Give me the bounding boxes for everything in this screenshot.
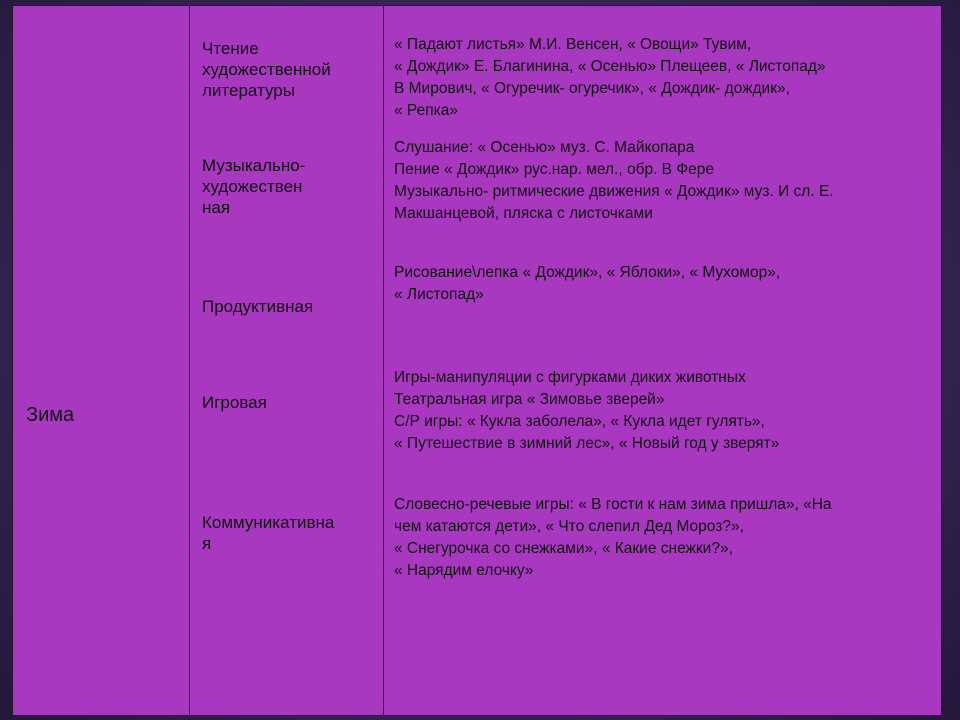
activity-table — [12, 5, 942, 716]
activity-productive: Продуктивная — [202, 297, 314, 316]
content-play: Игры-манипуляции с фигурками диких животных Театральная игра « Зимовье зверей» С/Р игры: « Кукла заболела», « Кукла идет гулять», « Путешествие в зимний лес», « Новый год у зверят» — [394, 369, 780, 452]
content-music: Слушание: « Осенью» муз. С. Майкопара Пение « Дождик» рус.нар. мел., обр. В Фере Музыкально- ритмические движения « Дождик» муз. И сл. Е. Макшанцевой, пляска с листочками — [394, 139, 834, 222]
content-column — [384, 6, 941, 715]
season-column — [13, 6, 190, 715]
season-label: Зима — [26, 404, 75, 426]
activity-music: Музыкально- художествен ная — [202, 156, 306, 217]
content-communicative: Словесно-речевые игры: « В гости к нам зима пришла», «На чем катаются дети», « Что слепил Дед Мороз?», « Снегурочка со снежками», « Какие снежки?», « Нарядим елочку» — [394, 496, 832, 579]
content-productive: Рисование\лепка « Дождик», « Яблоки», « Мухомор», « Листопад» — [394, 264, 781, 303]
content-reading: « Падают листья» М.И. Венсен, « Овощи» Тувим, « Дождик» Е. Благинина, « Осенью» Плещеев, « Листопад» В Мирович, « Огуречик- огуречик», « Дождик- дождик», « Репка» — [394, 36, 826, 119]
activity-column — [190, 6, 384, 715]
activity-reading: Чтение художественной литературы — [202, 39, 331, 100]
activity-play: Игровая — [202, 393, 267, 412]
activity-communicative: Коммуникативна я — [202, 513, 335, 553]
